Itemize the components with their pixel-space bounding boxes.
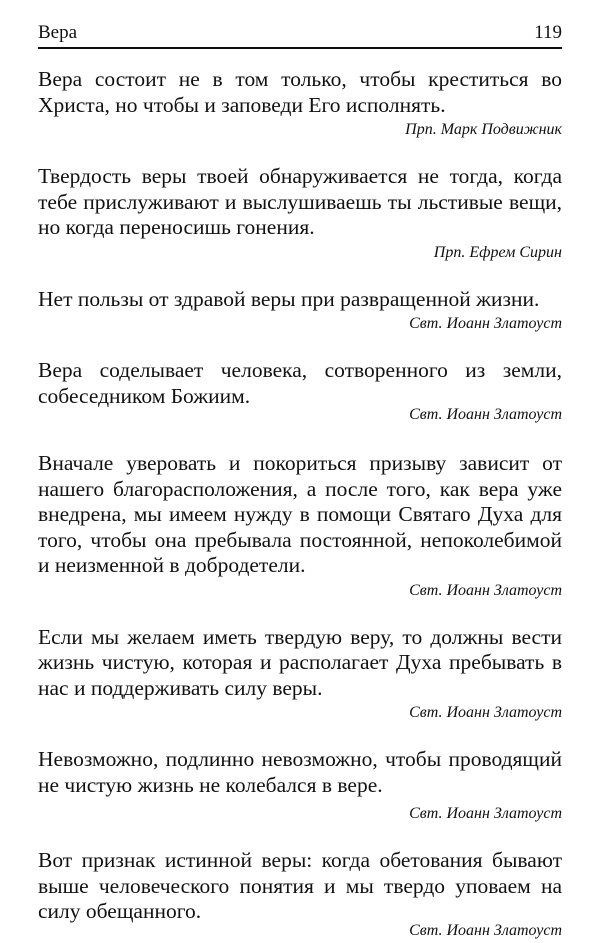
quote-block <box>38 67 562 142</box>
quote-block <box>38 625 562 726</box>
quote-block <box>38 358 562 427</box>
quote-text: Вначале уверовать и покориться призыву зависит от нашего благорасположения, а после того, как вера уже внедрена, мы имеем нужду в помощи Святаго Духа для того, чтобы она пребывала постоянной, непоколебимой и неизменной в добродетели. <box>38 451 562 577</box>
quote-text: Невозможно, подлинно невозможно, чтобы проводящий не чистую жизнь не колебался в вере. <box>38 747 562 797</box>
quote-text: Вера состоит не в том только, чтобы креститься во Христа, но чтобы и заповеди Его исполнять. <box>38 67 562 117</box>
quote-block <box>38 848 562 943</box>
page-number: 119 <box>534 22 562 43</box>
quote-author: Свт. Иоанн Златоуст <box>409 406 562 423</box>
book-page <box>38 22 562 943</box>
quote-author: Свт. Иоанн Златоуст <box>409 315 562 332</box>
quote-block <box>38 164 562 265</box>
running-header <box>38 22 562 49</box>
quote-block <box>38 287 562 337</box>
quote-text: Нет пользы от здравой веры при развращенной жизни. <box>38 286 540 311</box>
quote-author: Свт. Иоанн Златоуст <box>409 581 562 599</box>
quote-author: Свт. Иоанн Златоуст <box>409 921 562 939</box>
quote-author: Свт. Иоанн Златоуст <box>409 704 562 721</box>
quote-text: Твердость веры твоей обнаруживается не тогда, когда тебе прислуживают и выслушиваешь ты льстивые вещи, но когда переносишь гонения. <box>38 164 562 239</box>
quote-author: Свт. Иоанн Златоуст <box>409 805 562 822</box>
quote-author: Прп. Ефрем Сирин <box>433 243 562 261</box>
section-title: Вера <box>38 22 78 43</box>
quote-text: Вот признак истинной веры: когда обетования бывают выше человеческого понятия и мы твердо уповаем на силу обещанного. <box>38 848 562 923</box>
quote-text: Вера соделывает человека, сотворенного из земли, собеседником Божиим. <box>38 358 562 408</box>
quote-text: Если мы желаем иметь твердую веру, то должны вести жизнь чистую, которая и располагает Духа пребывать в нас и поддерживать силу веры. <box>38 624 562 700</box>
quote-block <box>38 451 562 603</box>
quote-block <box>38 747 562 826</box>
quote-author: Прп. Марк Подвижник <box>405 121 562 138</box>
